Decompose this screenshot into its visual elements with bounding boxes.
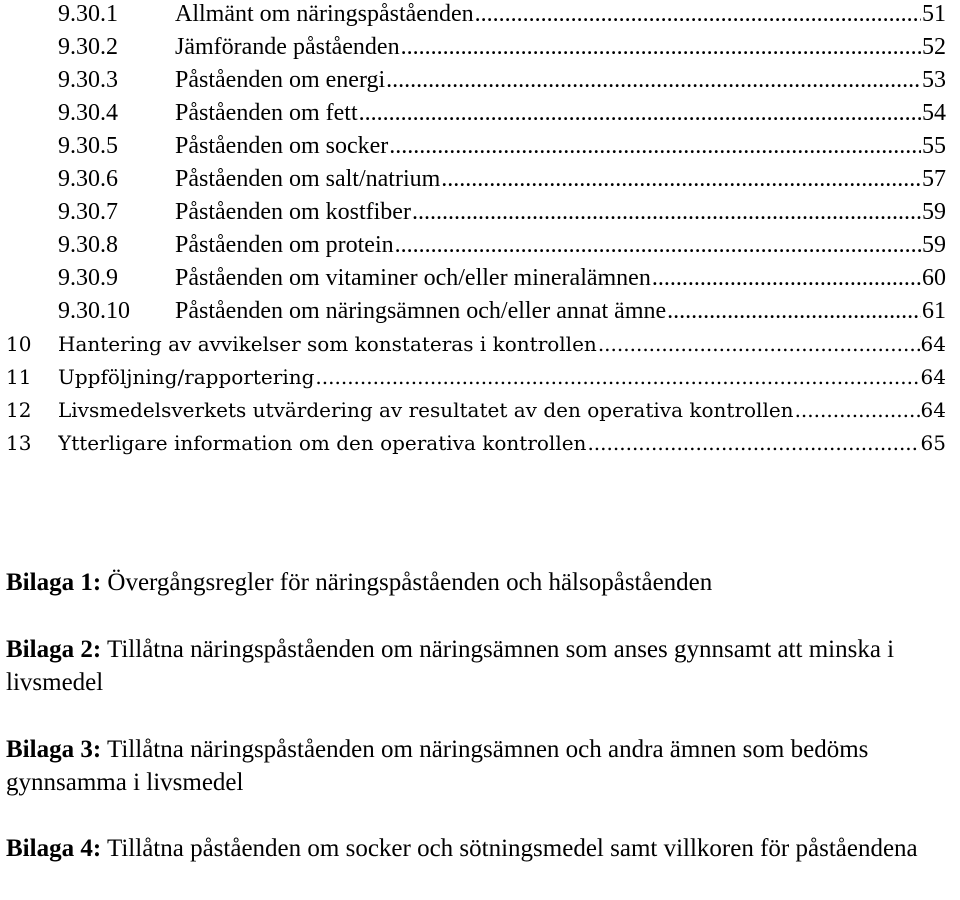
toc-entry-line xyxy=(58,429,946,457)
toc-entry-9-30-8[interactable] xyxy=(0,231,960,264)
toc-entry-9-30-1[interactable] xyxy=(0,0,960,33)
toc-entry-line xyxy=(175,33,946,61)
toc-entry-line xyxy=(58,396,946,424)
toc-entry-9-30-6[interactable] xyxy=(0,165,960,198)
toc-entry-number: 12 xyxy=(6,398,32,422)
toc-entry-9-30-2[interactable] xyxy=(0,33,960,66)
appendix-title: Övergångsregler för näringspåståenden och hälsopåståenden xyxy=(107,569,713,596)
toc-entry-page[interactable]: 59 xyxy=(922,199,946,225)
toc-entry-title[interactable]: Uppföljning/rapportering xyxy=(58,365,315,389)
toc-entry-line xyxy=(175,66,946,94)
appendix-label: Bilaga 1: xyxy=(6,569,102,596)
toc-entry-page[interactable]: 64 xyxy=(920,398,946,422)
toc-entry-page[interactable]: 51 xyxy=(922,1,946,27)
toc-entry-number: 9.30.4 xyxy=(58,100,118,126)
toc-entry-number: 9.30.10 xyxy=(58,298,130,324)
toc-entry-page[interactable]: 64 xyxy=(920,332,946,356)
toc-dot-leader xyxy=(359,99,921,127)
toc-entry-page[interactable]: 53 xyxy=(922,67,946,93)
toc-entry-page[interactable]: 54 xyxy=(922,100,946,126)
toc-entry-title[interactable]: Påståenden om näringsämnen och/eller annat ämne xyxy=(175,298,667,324)
toc-entry-number: 9.30.2 xyxy=(58,34,118,60)
toc-entry-9-30-10[interactable] xyxy=(0,297,960,330)
toc-entry-number: 9.30.9 xyxy=(58,265,118,291)
toc-entry-title[interactable]: Ytterligare information om den operativa kontrollen xyxy=(58,431,587,455)
toc-entry-line xyxy=(175,231,946,259)
toc-entry-line xyxy=(175,99,946,127)
toc-entry-12[interactable] xyxy=(0,396,960,429)
toc-entry-number: 9.30.6 xyxy=(58,166,118,192)
toc-entry-page[interactable]: 60 xyxy=(922,265,946,291)
toc-entry-number: 9.30.1 xyxy=(58,1,118,27)
appendix-title: Tillåtna påståenden om socker och sötningsmedel samt villkoren för påståendena xyxy=(106,835,918,862)
appendix-3 xyxy=(6,733,946,799)
toc-dot-leader xyxy=(587,429,919,457)
toc-entry-line xyxy=(58,330,946,358)
toc-entry-page[interactable]: 55 xyxy=(922,133,946,159)
toc-dot-leader xyxy=(441,165,921,193)
toc-entry-title[interactable]: Påståenden om salt/natrium xyxy=(175,166,441,192)
appendix-label: Bilaga 2: xyxy=(6,636,102,663)
toc-entry-10[interactable] xyxy=(0,330,960,363)
toc-entry-9-30-4[interactable] xyxy=(0,99,960,132)
toc-entry-title[interactable]: Påståenden om energi xyxy=(175,67,386,93)
toc-entry-11[interactable] xyxy=(0,363,960,396)
appendix-2 xyxy=(6,633,946,699)
toc-entry-number: 9.30.7 xyxy=(58,199,118,225)
toc-dot-leader xyxy=(795,396,920,424)
toc-entry-line xyxy=(175,0,946,28)
toc-entry-title[interactable]: Påståenden om fett xyxy=(175,100,358,126)
toc-entry-9-30-5[interactable] xyxy=(0,132,960,165)
toc-dot-leader xyxy=(475,0,921,28)
toc-dot-leader xyxy=(652,264,921,292)
toc-dot-leader xyxy=(315,363,919,391)
toc-entry-page[interactable]: 52 xyxy=(922,34,946,60)
toc-entry-line xyxy=(175,198,946,226)
appendix-1 xyxy=(6,566,946,599)
toc-entry-page[interactable]: 64 xyxy=(920,365,946,389)
appendix-title: Tillåtna näringspåståenden om näringsämnen och andra ämnen som bedöms gynnsamma i livsmedel xyxy=(6,736,869,796)
toc-entry-page[interactable]: 59 xyxy=(922,232,946,258)
toc-entry-number: 11 xyxy=(6,365,32,389)
toc-dot-leader xyxy=(401,33,921,61)
toc-entry-line xyxy=(175,264,946,292)
toc-entry-9-30-3[interactable] xyxy=(0,66,960,99)
toc-dot-leader xyxy=(395,231,921,259)
appendix-4 xyxy=(6,832,946,865)
toc-entry-title[interactable]: Livsmedelsverkets utvärdering av resultatet av den operativa kontrollen xyxy=(58,398,794,422)
toc-dot-leader xyxy=(386,66,921,94)
appendix-label: Bilaga 3: xyxy=(6,736,102,763)
toc-entry-line xyxy=(58,363,946,391)
toc-entry-number: 9.30.8 xyxy=(58,232,118,258)
toc-entry-title[interactable]: Påståenden om protein xyxy=(175,232,394,258)
appendix-title: Tillåtna näringspåståenden om näringsämnen som anses gynnsamt att minska i livsmedel xyxy=(6,636,895,696)
toc-entry-number: 9.30.3 xyxy=(58,67,118,93)
toc-entry-title[interactable]: Påståenden om socker xyxy=(175,133,389,159)
toc-dot-leader xyxy=(667,297,921,325)
toc-entry-number: 13 xyxy=(6,431,32,455)
toc-entry-page[interactable]: 61 xyxy=(922,298,946,324)
toc-entry-title[interactable]: Påståenden om vitaminer och/eller mineralämnen xyxy=(175,265,651,291)
appendix-label: Bilaga 4: xyxy=(6,835,102,862)
toc-entry-9-30-7[interactable] xyxy=(0,198,960,231)
toc-entry-title[interactable]: Allmänt om näringspåståenden xyxy=(175,1,474,27)
toc-dot-leader xyxy=(389,132,921,160)
toc-entry-page[interactable]: 65 xyxy=(920,431,946,455)
toc-entry-line xyxy=(175,165,946,193)
toc-entry-13[interactable] xyxy=(0,429,960,462)
toc-entry-title[interactable]: Hantering av avvikelser som konstateras i kontrollen xyxy=(58,332,597,356)
toc-entry-page[interactable]: 57 xyxy=(922,166,946,192)
toc-entry-number: 9.30.5 xyxy=(58,133,118,159)
toc-entry-title[interactable]: Påståenden om kostfiber xyxy=(175,199,411,225)
toc-entry-line xyxy=(175,132,946,160)
toc-entry-9-30-9[interactable] xyxy=(0,264,960,297)
toc-entry-title[interactable]: Jämförande påståenden xyxy=(175,34,400,60)
toc-entry-line xyxy=(175,297,946,325)
toc-dot-leader xyxy=(412,198,921,226)
toc-entry-number: 10 xyxy=(6,332,32,356)
toc-dot-leader xyxy=(598,330,920,358)
